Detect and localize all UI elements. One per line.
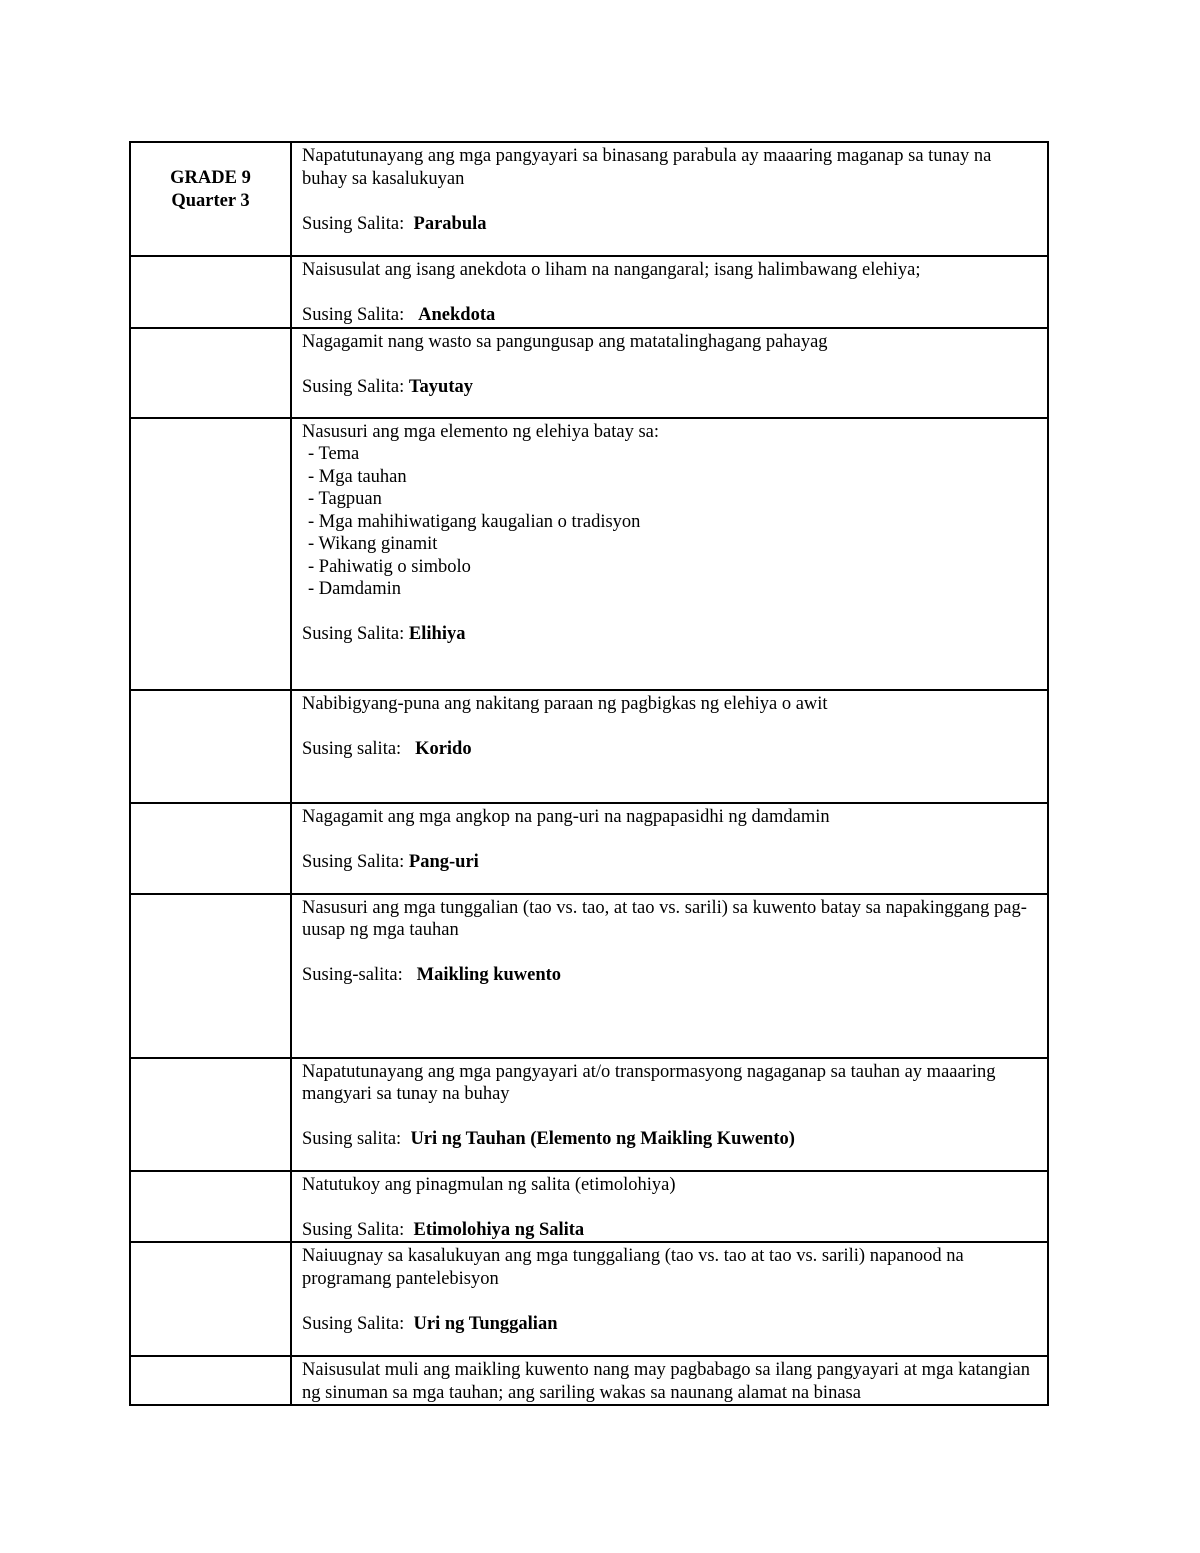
- competency-cell: [291, 1171, 1048, 1243]
- competency-cell: [291, 1356, 1048, 1405]
- empty-left-cell: [130, 418, 291, 690]
- empty-left-cell: [130, 328, 291, 418]
- list-item: - Mga mahihiwatigang kaugalian o tradisyon: [308, 511, 641, 532]
- list-item: - Wikang ginamit: [308, 534, 438, 554]
- competency-text: Nabibigyang-puna ang nakitang paraan ng pagbigkas ng elehiya o awit: [302, 693, 828, 714]
- key-word-line: [302, 964, 1039, 987]
- key-word-label: Susing Salita:: [302, 1313, 405, 1334]
- competency-cell: [291, 1058, 1048, 1171]
- empty-left-cell: [130, 256, 291, 328]
- table-row: [130, 418, 1048, 690]
- key-word-line: [302, 1219, 1039, 1242]
- grade-label: GRADE 9: [170, 168, 251, 188]
- key-word-term: Elihiya: [408, 624, 466, 644]
- table-row: [130, 1058, 1048, 1171]
- competency-text: Napatutunayang ang mga pangyayari at/o transpormasyong nagaganap sa tauhan ay maaaring mangyari sa tunay na buhay: [302, 1061, 996, 1104]
- grade-quarter-cell: [130, 142, 291, 256]
- competency-cell: [291, 1242, 1048, 1356]
- key-word-label: Susing salita:: [302, 1129, 402, 1149]
- table-row: [130, 142, 1048, 256]
- competency-text: Nasusuri ang mga elemento ng elehiya batay sa:: [302, 421, 660, 442]
- competency-cell: [291, 142, 1048, 256]
- quarter-label: Quarter 3: [171, 190, 250, 211]
- competency-text: Napatutunayang ang mga pangyayari sa binasang parabula ay maaaring maganap sa tunay na buhay sa kasalukuyan: [302, 146, 992, 189]
- competency-text: Nagagamit nang wasto sa pangungusap ang matatalinghagang pahayag: [302, 331, 828, 352]
- competency-cell: [291, 256, 1048, 328]
- key-word-label: Susing Salita:: [302, 1219, 405, 1240]
- list-item: - Mga tauhan: [308, 466, 407, 487]
- table-row: [130, 803, 1048, 894]
- competency-text: Natutukoy ang pinagmulan ng salita (etimolohiya): [302, 1174, 676, 1195]
- key-word-line: [302, 304, 1039, 327]
- key-word-line: [302, 623, 1039, 646]
- list-item: - Tema: [308, 444, 360, 464]
- key-word-term: Korido: [415, 738, 472, 759]
- curriculum-table: [129, 141, 1049, 1406]
- empty-left-cell: [130, 1171, 291, 1243]
- competency-cell: [291, 328, 1048, 418]
- key-word-term: Maikling kuwento: [416, 965, 562, 985]
- key-word-label: Susing Salita:: [302, 305, 405, 325]
- key-word-term: Pang-uri: [408, 851, 479, 872]
- competency-text: Nagagamit ang mga angkop na pang-uri na nagpapasidhi ng damdamin: [302, 806, 830, 827]
- table-row: [130, 1171, 1048, 1243]
- key-word-line: [302, 851, 1039, 874]
- empty-left-cell: [130, 1356, 291, 1405]
- table-row: [130, 690, 1048, 803]
- competency-text: Naiuugnay sa kasalukuyan ang mga tunggaliang (tao vs. tao at tao vs. sarili) napanood na programang pantelebisyon: [302, 1246, 964, 1289]
- key-word-label: Susing-salita:: [302, 965, 403, 985]
- table-row: [130, 1356, 1048, 1405]
- key-word-term: Etimolohiya ng Salita: [413, 1219, 585, 1240]
- key-word-line: [302, 213, 1039, 236]
- key-word-label: Susing Salita:: [302, 213, 405, 234]
- competency-text: Nasusuri ang mga tunggalian (tao vs. tao, at tao vs. sarili) sa kuwento batay sa napakinggang pag-uusap ng mga tauhan: [302, 897, 1027, 940]
- key-word-label: Susing Salita:: [302, 376, 405, 397]
- key-word-line: [302, 1313, 1039, 1336]
- competency-text: Naisusulat muli ang maikling kuwento nang may pagbabago sa ilang pangyayari at mga katangian ng sinuman sa mga tauhan; ang sariling wakas sa naunang alamat na binasa: [302, 1360, 1030, 1403]
- table-row: [130, 328, 1048, 418]
- key-word-term: Uri ng Tauhan (Elemento ng Maikling Kuwento): [410, 1129, 795, 1149]
- key-word-line: [302, 1128, 1039, 1151]
- list-item: - Damdamin: [308, 579, 401, 599]
- empty-left-cell: [130, 1058, 291, 1171]
- empty-left-cell: [130, 690, 291, 803]
- key-word-label: Susing Salita:: [302, 851, 405, 872]
- key-word-line: [302, 376, 1039, 399]
- list-item: - Pahiwatig o simbolo: [308, 556, 471, 577]
- table-row: [130, 256, 1048, 328]
- competency-cell: [291, 894, 1048, 1058]
- competency-text: Naisusulat ang isang anekdota o liham na nangangaral; isang halimbawang elehiya;: [302, 260, 921, 280]
- key-word-label: Susing salita:: [302, 738, 402, 759]
- element-list: [302, 443, 1039, 601]
- key-word-term: Parabula: [413, 213, 487, 234]
- table-row: [130, 894, 1048, 1058]
- key-word-line: [302, 738, 1039, 761]
- key-word-term: Tayutay: [408, 376, 473, 397]
- empty-left-cell: [130, 894, 291, 1058]
- list-item: - Tagpuan: [308, 489, 382, 509]
- table-row: [130, 1242, 1048, 1356]
- competency-cell: [291, 690, 1048, 803]
- competency-cell: [291, 803, 1048, 894]
- empty-left-cell: [130, 803, 291, 894]
- key-word-label: Susing Salita:: [302, 624, 405, 644]
- key-word-term: Uri ng Tunggalian: [413, 1313, 558, 1334]
- empty-left-cell: [130, 1242, 291, 1356]
- competency-cell: [291, 418, 1048, 690]
- key-word-term: Anekdota: [418, 305, 496, 325]
